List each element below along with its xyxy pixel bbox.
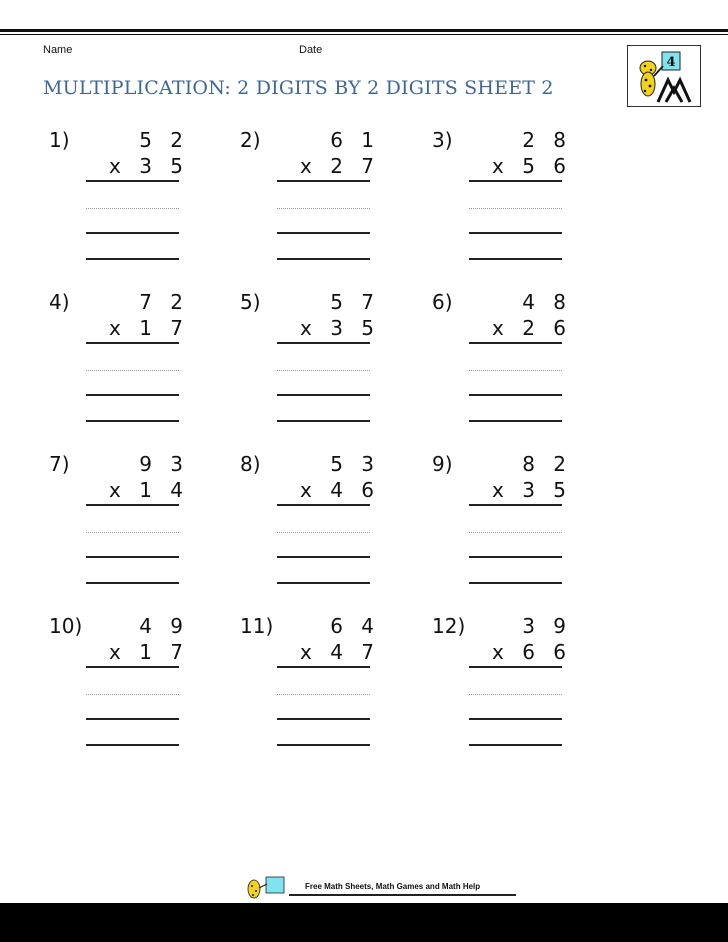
answer-line — [277, 744, 370, 746]
name-label: Name — [43, 44, 73, 56]
footer-logo — [244, 876, 290, 902]
answer-line — [277, 420, 370, 422]
working-line — [86, 370, 179, 371]
multiplicand: 3 9 — [522, 614, 572, 638]
answer-line — [86, 556, 179, 558]
product-rule — [277, 342, 370, 344]
top-rule-thin — [0, 34, 728, 35]
answer-line — [469, 744, 562, 746]
product-rule — [469, 342, 562, 344]
multiplicand: 2 8 — [522, 128, 572, 152]
product-rule — [86, 342, 179, 344]
footer-tagline[interactable]: Free Math Sheets, Math Games and Math Help — [305, 882, 481, 891]
answer-line — [277, 232, 370, 234]
working-line — [86, 694, 179, 695]
working-line — [86, 532, 179, 533]
problem-number: 5) — [240, 290, 261, 314]
problem-11 — [240, 614, 380, 754]
date-label: Date — [299, 44, 323, 56]
product-rule — [277, 504, 370, 506]
multiplicand: 6 4 — [330, 614, 380, 638]
problem-number: 7) — [49, 452, 70, 476]
multiplicand: 5 2 — [139, 128, 189, 152]
working-line — [469, 370, 562, 371]
multiplicand: 7 2 — [139, 290, 189, 314]
working-line — [277, 694, 370, 695]
multiplicand: 9 3 — [139, 452, 189, 476]
problem-number: 1) — [49, 128, 70, 152]
multiplicand: 6 1 — [330, 128, 380, 152]
bottom-bar — [0, 903, 728, 942]
product-rule — [86, 504, 179, 506]
multiplier: x 4 7 — [300, 640, 380, 664]
problem-7 — [49, 452, 189, 592]
problem-6 — [432, 290, 572, 430]
footer-rule — [289, 894, 516, 896]
problem-2 — [240, 128, 380, 268]
leopard-teacher-icon — [244, 876, 290, 902]
answer-line — [86, 258, 179, 260]
answer-line — [277, 394, 370, 396]
problem-10 — [49, 614, 189, 754]
problem-9 — [432, 452, 572, 592]
product-rule — [86, 180, 179, 182]
answer-line — [469, 394, 562, 396]
multiplier: x 2 7 — [300, 154, 380, 178]
answer-line — [86, 582, 179, 584]
problem-12 — [432, 614, 572, 754]
problem-number: 9) — [432, 452, 453, 476]
working-line — [469, 532, 562, 533]
multiplier: x 3 5 — [492, 478, 572, 502]
working-line — [277, 370, 370, 371]
multiplicand: 5 3 — [330, 452, 380, 476]
answer-line — [469, 556, 562, 558]
answer-line — [469, 718, 562, 720]
answer-line — [277, 258, 370, 260]
answer-line — [469, 232, 562, 234]
multiplier: x 3 5 — [109, 154, 189, 178]
problem-number: 4) — [49, 290, 70, 314]
top-rule — [0, 29, 728, 32]
leopard-teacher-icon — [628, 46, 700, 106]
working-line — [86, 208, 179, 209]
answer-line — [277, 556, 370, 558]
multiplier: x 4 6 — [300, 478, 380, 502]
product-rule — [86, 666, 179, 668]
answer-line — [469, 258, 562, 260]
multiplier: x 1 7 — [109, 316, 189, 340]
product-rule — [469, 504, 562, 506]
answer-line — [469, 420, 562, 422]
problem-4 — [49, 290, 189, 430]
multiplicand: 4 9 — [139, 614, 189, 638]
product-rule — [277, 180, 370, 182]
answer-line — [277, 582, 370, 584]
problem-number: 3) — [432, 128, 453, 152]
multiplier: x 2 6 — [492, 316, 572, 340]
problem-5 — [240, 290, 380, 430]
problem-8 — [240, 452, 380, 592]
working-line — [469, 208, 562, 209]
problem-number: 12) — [432, 614, 466, 638]
multiplier: x 1 4 — [109, 478, 189, 502]
answer-line — [86, 420, 179, 422]
answer-line — [86, 744, 179, 746]
answer-line — [277, 718, 370, 720]
page-title: MULTIPLICATION: 2 DIGITS BY 2 DIGITS SHEET 2 — [43, 77, 554, 99]
problem-number: 6) — [432, 290, 453, 314]
multiplier: x 5 6 — [492, 154, 572, 178]
answer-line — [86, 232, 179, 234]
problem-number: 11) — [240, 614, 274, 638]
problem-number: 2) — [240, 128, 261, 152]
problem-1 — [49, 128, 189, 268]
problem-number: 10) — [49, 614, 83, 638]
product-rule — [469, 180, 562, 182]
multiplier: x 1 7 — [109, 640, 189, 664]
multiplicand: 4 8 — [522, 290, 572, 314]
logo-digit: 4 — [666, 55, 676, 70]
working-line — [469, 694, 562, 695]
multiplier: x 3 5 — [300, 316, 380, 340]
problem-3 — [432, 128, 572, 268]
answer-line — [86, 394, 179, 396]
multiplicand: 8 2 — [522, 452, 572, 476]
site-logo — [627, 45, 701, 107]
answer-line — [86, 718, 179, 720]
problem-number: 8) — [240, 452, 261, 476]
working-line — [277, 532, 370, 533]
product-rule — [469, 666, 562, 668]
multiplier: x 6 6 — [492, 640, 572, 664]
working-line — [277, 208, 370, 209]
product-rule — [277, 666, 370, 668]
multiplicand: 5 7 — [330, 290, 380, 314]
answer-line — [469, 582, 562, 584]
